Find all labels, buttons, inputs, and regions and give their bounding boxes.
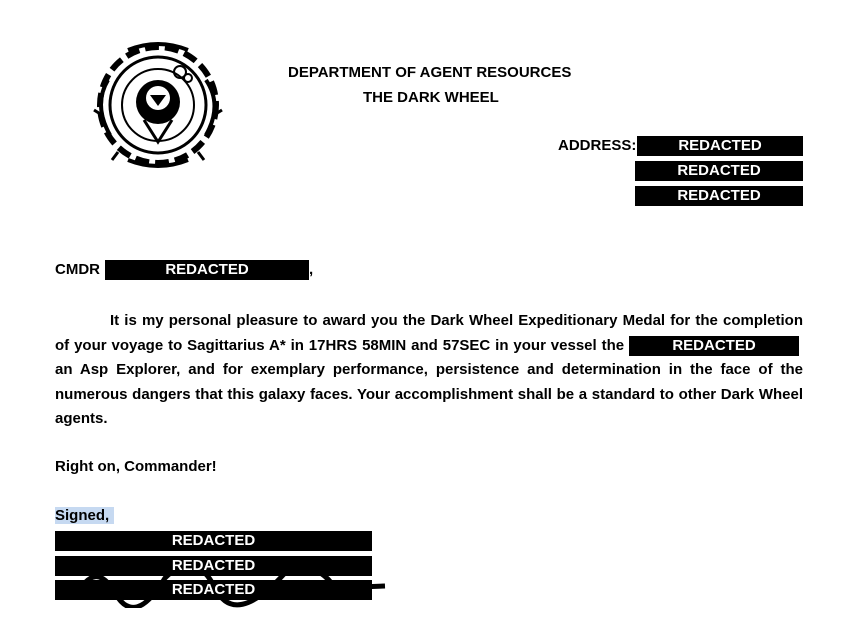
dark-wheel-logo [88,40,228,170]
vessel-name: REDACTED [629,336,799,356]
body-text-1: It is my personal pleasure to award you the Dark Wheel Expeditionary Medal for the completion of your voyage to Sagittarius A* in 17HRS 58MIN and 57SEC in your vessel the [55,312,803,354]
org-title: THE DARK WHEEL [363,89,499,106]
signer-line-2: REDACTED [55,556,372,576]
signer-line-3: REDACTED [55,580,372,600]
salutation-name: REDACTED [105,260,309,280]
address-line-3: REDACTED [635,186,803,206]
address-line-2: REDACTED [635,161,803,181]
body-paragraph [55,309,803,432]
signer-line-1: REDACTED [55,531,372,551]
address-label: ADDRESS: [558,137,637,154]
department-title: DEPARTMENT OF AGENT RESOURCES [288,64,572,81]
address-line-1: REDACTED [637,136,803,156]
signed-label: Signed, [55,507,114,524]
closing-line: Right on, Commander! [55,458,217,475]
body-text-2: an Asp Explorer, and for exemplary performance, persistence and determination in the face of the numerous dangers that this galaxy faces. Your accomplishment shall be a standard to other Dark Wheel agents. [55,361,803,428]
salutation-comma: , [309,261,314,278]
salutation-prefix: CMDR [55,261,100,278]
